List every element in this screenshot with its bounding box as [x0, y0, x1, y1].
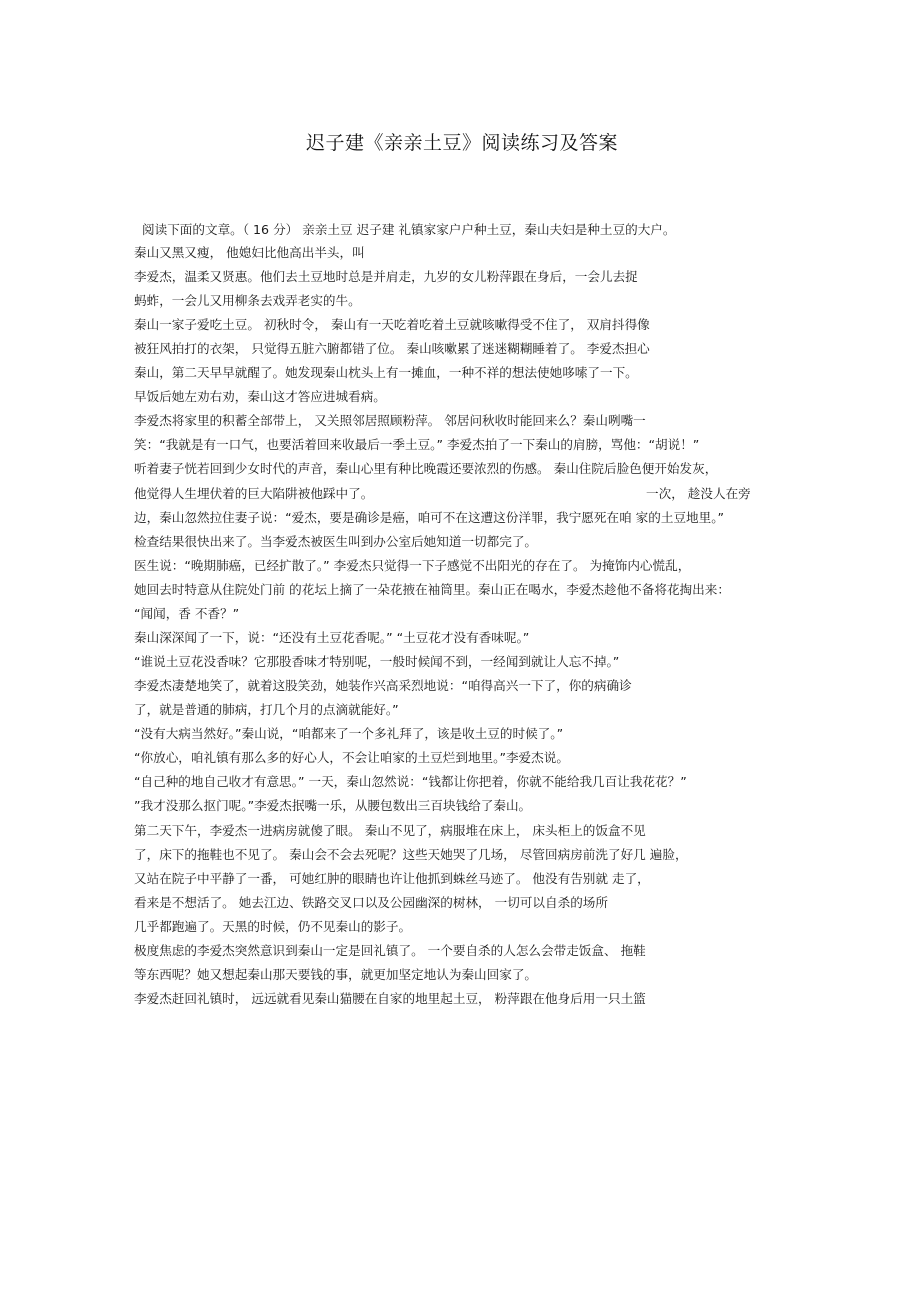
text-line: ”我才没那么抠门呢。”李爱杰抿嘴一乐，从腰包数出三百块钱给了秦山。	[134, 798, 532, 813]
text-line: 医生说：“晚期肺癌，已经扩散了。” 李爱杰只觉得一下子感觉不出阳光的存在了。 为掩饰内心慌乱，	[134, 558, 691, 573]
text-line: 早饭后她左劝右劝，秦山这才答应进城看病。	[134, 389, 386, 404]
text-line: 秦山深深闻了一下，说：“还没有土豆花香呢。” “土豆花才没有香味呢。”	[134, 630, 530, 645]
text-line: 她回去时特意从住院处门前 的花坛上摘了一朵花掖在袖筒里。秦山正在喝水，李爱杰趁他不备将花掏出来：	[134, 582, 730, 597]
text-line: 秦山一家子爱吃土豆。 初秋时令， 秦山有一天吃着吃着土豆就咳嗽得受不住了， 双肩抖得像	[134, 317, 650, 332]
text-line: “没有大病当然好。”秦山说，“咱都来了一个多礼拜了，该是收土豆的时候了。”	[134, 726, 564, 741]
text-line: 秦山又黑又瘦， 他媳妇比他高出半头，叫	[134, 245, 365, 260]
text-line: 他觉得人生埋伏着的巨大陷阱被他踩中了。	[134, 486, 374, 501]
text-line: 蚂蚱，一会儿又用柳条去戏弄老实的牛。	[134, 293, 361, 308]
text-line: 李爱杰凄楚地笑了，就着这股笑劲，她装作兴高采烈地说：“咱得高兴一下了，你的病确诊	[134, 678, 632, 693]
text-line: 一次， 趁没人在旁	[646, 486, 751, 501]
text-line: 第二天下午，李爱杰一进病房就傻了眼。 秦山不见了，病服堆在床上， 床头柜上的饭盒不见	[134, 823, 646, 838]
text-line: 笑：“我就是有一口气，也要活着回来收最后一季土豆。” 李爱杰拍了一下秦山的肩膀，骂他：“胡说！”	[134, 437, 700, 452]
text-line: 李爱杰赶回礼镇时， 远远就看见秦山猫腰在自家的地里起土豆， 粉萍跟在他身后用一只土篮	[134, 991, 646, 1006]
text-line: “闻闻，香 不香？”	[134, 606, 240, 621]
text-line: 检查结果很快出来了。当李爱杰被医生叫到办公室后她知道一切都完了。	[134, 534, 537, 549]
text-line: 看来是不想活了。 她去江边、铁路交叉口以及公园幽深的树林， 一切可以自杀的场所	[134, 895, 608, 910]
page-title: 迟子建《亲亲土豆》阅读练习及答案	[305, 132, 618, 154]
text-line: 又站在院子中平静了一番， 可她红肿的眼睛也许让他抓到蛛丝马迹了。 他没有告别就 走了，	[134, 871, 650, 886]
text-line: 等东西呢？她又想起秦山那天要钱的事，就更加坚定地认为秦山回家了。	[134, 967, 537, 982]
text-line: “你放心，咱礼镇有那么多的好心人，不会让咱家的土豆烂到地里。”李爱杰说。	[134, 750, 569, 765]
text-line: 了，就是普通的肺病，打几个月的点滴就能好。”	[134, 702, 399, 717]
text-line: 被狂风拍打的衣架， 只觉得五脏六腑都错了位。 秦山咳嗽累了迷迷糊糊睡着了。 李爱杰担心	[134, 341, 650, 356]
text-line: 几乎都跑遍了。天黑的时候，仍不见秦山的影子。	[134, 919, 412, 934]
text-line: “谁说土豆花没香味？它那股香味才特别呢，一般时候闻不到，一经闻到就让人忘不掉。”	[134, 654, 620, 669]
text-line: 李爱杰将家里的积蓄全部带上， 又关照邻居照顾粉萍。 邻居问秋收时能回来么？秦山咧嘴一	[134, 413, 646, 428]
text-line: 了，床下的拖鞋也不见了。 秦山会不会去死呢？这些天她哭了几场， 尽管回病房前洗了好几 遍脸，	[134, 847, 688, 862]
text-line: 秦山，第二天早早就醒了。她发现秦山枕头上有一摊血，一种不祥的想法使她哆嗦了一下。	[134, 365, 638, 380]
text-line: 李爱杰，温柔又贤惠。他们去土豆地时总是并肩走，九岁的女儿粉萍跟在身后，一会儿去捉	[134, 269, 638, 284]
text-line: 听着妻子恍若回到少女时代的声音，秦山心里有种比晚霞还要浓烈的伤感。 秦山住院后脸色便开始发灰，	[134, 461, 718, 476]
text-line: 阅读下面的文章。（ 16 分） 亲亲土豆 迟子建 礼镇家家户户种土豆，秦山夫妇是种土豆的大户。	[142, 222, 676, 237]
text-line: 边，秦山忽然拉住妻子说：“爱杰，要是确诊是癌，咱可不在这遭这份洋罪，我宁愿死在咱 家的土豆地里。”	[134, 510, 725, 525]
text-line: 极度焦虑的李爱杰突然意识到秦山一定是回礼镇了。 一个要自杀的人怎么会带走饭盒、 拖鞋	[134, 943, 646, 958]
text-line: “自己种的地自己收才有意思。” 一天，秦山忽然说：“钱都让你把着，你就不能给我几百让我花花？”	[134, 774, 687, 789]
